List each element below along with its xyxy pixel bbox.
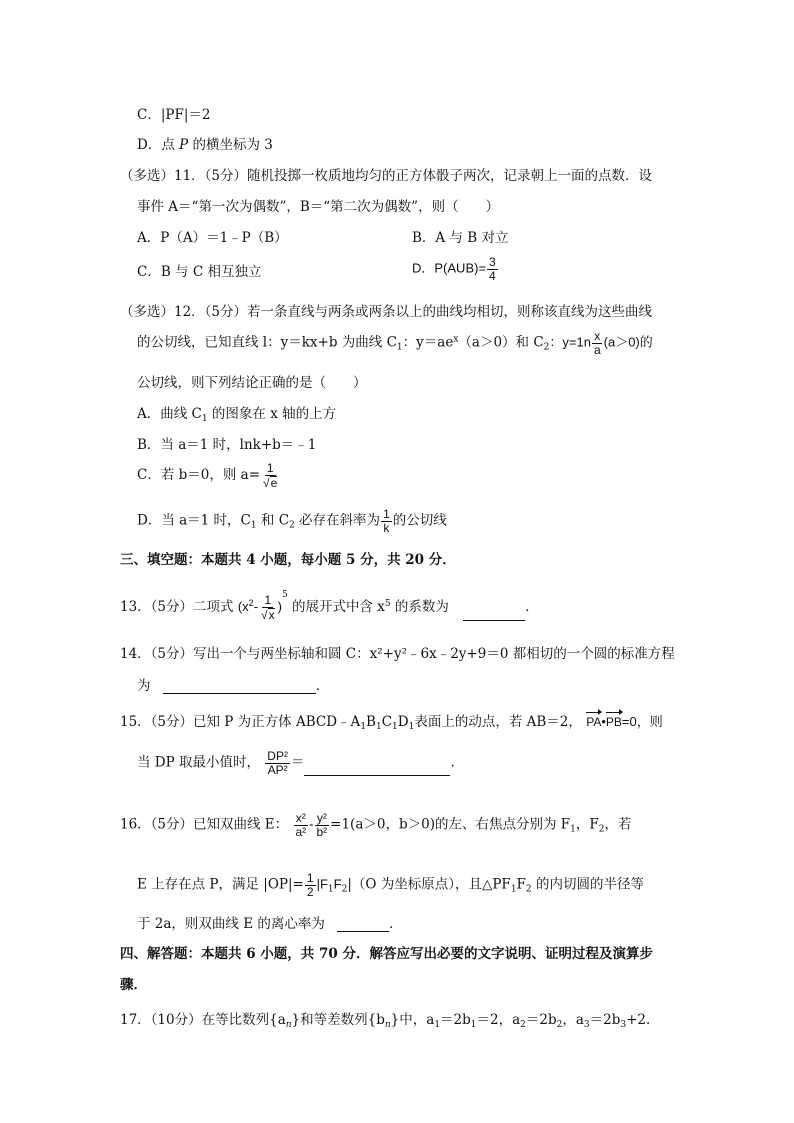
q12-line2-a: 的公切线，已知直线 l：y＝kx+b 为曲线 C (137, 334, 397, 351)
q15-line1-c: =0，则 (621, 714, 663, 729)
q16-line1: 16．（5分）已知双曲线 E： $\frac{\text{x²}}{\text{a²}}$ - $\frac{\text{y²}}{\text{b²}}$ =1(a＞0，b＞0)的左、右焦点分别为 $F_1$，$F_2$，若 (120, 811, 632, 839)
q12-line2-num: x (594, 329, 601, 343)
q12-line2-fraction (592, 330, 603, 356)
q11-option-a (137, 230, 288, 246)
q12-line2-b: ：y＝ae (402, 334, 454, 351)
q16-line3-a: 于 2a，则双曲线 E 的离心率为 (137, 916, 325, 932)
q13-answer-blank[interactable] (463, 608, 525, 621)
q16-line2-f: 的内切圆的半径等 (531, 876, 644, 893)
q16-den-b: b² (316, 824, 328, 839)
q17-i: +2． (626, 1012, 660, 1028)
q10-option-d (137, 137, 273, 153)
q15-line2-b: ＝ (290, 754, 305, 771)
q17-h: ＝2b (589, 1012, 621, 1028)
q15-fraction (265, 750, 290, 776)
q17: 17．（10分）在等比数列$\{a_n\}$和等差数列$\{b_n\}$中，$a_1=2b_1=2$，$a_2=2b_2$，$a_3=2b_3+2$． (120, 1012, 660, 1030)
q16-line2-d: |（O 为坐标原点），且△PF (347, 876, 511, 893)
q10-option-d-post: 的横坐标为 3 (188, 137, 273, 153)
q16-line2-a: E 上存在点 P，满足 |OP|= (137, 876, 304, 893)
q11-line2-text: 事件 A＝“第一次为偶数”，B＝“第二次为偶数”，则（ ） (137, 199, 500, 215)
q11-option-a-text: A．P（A）＝1﹣P（B） (137, 230, 288, 246)
q16-half-den: 2 (306, 884, 314, 899)
q16-half-num: 1 (306, 871, 314, 885)
q13-post: 的展开式中含 x (292, 599, 385, 615)
q13-pre: 13．（5分）二项式 (120, 599, 234, 615)
q15-vector-pa: PA (586, 715, 602, 729)
q13-end: ． (525, 599, 539, 615)
q14-line2 (137, 678, 329, 694)
q15-end: ． (450, 754, 464, 771)
q13: 13．（5分）二项式 ($x^2-$ $\frac{1}{√x}$ )$^5$ 的展开式中含 $x^5$ 的系数为 ． (120, 590, 539, 622)
section-4-heading-line2: 骤． (120, 977, 147, 993)
q16-line2: E 上存在点 P，满足 |OP|= $\frac{1}{2}$ $|F_1F_2|(O$ 为坐标原点），且$\triangle PF_1F_2$ 的内切圆的半径等 (137, 871, 644, 899)
q16-line1-c: ，F (575, 816, 599, 833)
section-4-heading-2 (120, 977, 147, 993)
q12-line2-c: （a＞0）和 C (458, 334, 544, 351)
q12-option-d-mid: 和 C (256, 512, 290, 529)
q14-line1-text: 14．（5分）写出一个与两坐标轴和圆 C：x²+y²﹣6x﹣2y+9＝0 都相切的一个圆的标准方程 (120, 646, 675, 662)
q11-option-b (412, 230, 508, 246)
q12-option-d-num: 1 (383, 507, 390, 521)
q12-option-c-den-radicand: e (270, 475, 278, 490)
q11-option-b-text: B．A 与 B 对立 (412, 230, 509, 246)
q12-line2-d: ：y=1n (549, 334, 591, 350)
q14-answer-blank[interactable] (163, 681, 316, 694)
q12-line3 (137, 375, 367, 391)
q11-option-d (412, 256, 499, 282)
section-3-heading (120, 552, 456, 568)
q12-option-a-post: 的图象在 x 轴的上方 (207, 406, 337, 422)
q12-option-b (137, 437, 316, 453)
q12-option-b-text: B．当 a＝1 时，lnk+b＝﹣1 (137, 437, 317, 453)
q11-option-c (137, 264, 261, 280)
q12-head-text: （多选）12．（5分）若一条直线与两条或两条以上的曲线均相切，则称该直线为这些曲线 (120, 304, 653, 320)
q10-option-d-var: P (179, 137, 189, 153)
q12-option-d-den: k (383, 520, 390, 535)
q16-fraction-x (293, 812, 308, 838)
q15-line1: 15．（5分）已知 P 为正方体 $ABCD﹣A_1B_1C_1D_1$表面上的动点，若 AB＝2， PA•PB=0，则 (120, 714, 663, 732)
q16-line2-b: |F (316, 876, 328, 892)
q12-option-a: A．曲线 $C_1$ 的图象在 x 轴的上方 (137, 406, 337, 424)
q16-line2-e: F (516, 876, 526, 893)
q17-e: ＝2，a (476, 1012, 521, 1028)
q15-vector-pb: PB (605, 715, 622, 729)
q16-den-a: a² (295, 824, 307, 839)
q13-post2: 的系数为 (390, 599, 449, 615)
q17-f: ＝2b (525, 1012, 557, 1028)
q16-fraction-half (305, 872, 316, 898)
q11-option-d-pre: D．P(AUB)= (412, 260, 487, 276)
q15-answer-blank[interactable] (304, 763, 450, 776)
q12-line2-e: (a＞0)的 (603, 334, 653, 350)
q16-num-y: y² (316, 811, 327, 825)
q12-option-d-pre: D．当 a＝1 时，C (137, 512, 251, 529)
q12-option-c (137, 462, 280, 489)
q13-den: √x (261, 607, 275, 622)
q16-fraction-y (314, 812, 329, 838)
q13-den-radicand: x (268, 607, 275, 622)
q11-option-c-text: C．B 与 C 相互独立 (137, 264, 262, 280)
q16-line1-b: =1(a＞0，b＞0)的左、右焦点分别为 F (330, 816, 571, 833)
section-3-heading-text: 三、填空题：本题共 4 小题，每小题 5 分，共 20 分． (120, 552, 456, 568)
section-4-heading-line1: 四、解答题：本题共 6 小题，共 70 分．解答应写出必要的文字说明、证明过程及演算步 (120, 946, 653, 962)
q12-line2-den: a (593, 342, 601, 357)
q16-num-x: x² (295, 811, 306, 825)
q10-option-c (137, 107, 210, 123)
q15-line2-a: 当 DP 取最小值时， (137, 754, 260, 771)
q13-binomial: ($x^2-$ (237, 598, 259, 614)
q16-line1-d: ，若 (604, 816, 632, 833)
q13-fraction (259, 594, 277, 621)
q16-line1-a: 16．（5分）已知双曲线 E： (120, 816, 289, 833)
q16-line2-c: F (333, 876, 342, 892)
q11-head-text: （多选）11．（5分）随机投掷一枚质地均匀的正方体骰子两次，记录朝上一面的点数．设 (120, 168, 653, 184)
q12-line2: 的公切线，已知直线 l：y＝kx+b 为曲线 $C_1$：$y=ae^x(a>0)$和 $C_2$：y=1n $\frac{x}{a}$ (a＞0)的 (137, 329, 653, 357)
q12-option-d-post: 的公切线 (392, 512, 447, 529)
q17-c: }中，a (390, 1012, 435, 1028)
q11-option-d-num: 3 (489, 255, 496, 269)
q15-line1-b: 表面上的动点，若 AB＝2， (414, 714, 582, 730)
q12-option-c-den: √e (263, 475, 278, 490)
q13-exponent: 5 (281, 590, 288, 600)
q10-option-c-text: C．|PF|＝2 (137, 107, 211, 123)
q10-option-d-pre: D．点 (137, 137, 180, 153)
q17-g: ，a (562, 1012, 584, 1028)
q11-option-d-fraction (487, 256, 498, 282)
q12-option-c-num: 1 (266, 461, 274, 475)
q17-a: 17．（10分）在等比数列{a (120, 1012, 286, 1028)
q11-option-d-den: 4 (489, 268, 496, 283)
q12-option-d-mid2: 必存在斜率为 (294, 512, 381, 529)
q12-option-c-fraction (261, 462, 279, 489)
q11-line2 (137, 199, 499, 215)
q14-line1 (120, 646, 675, 662)
q16-answer-blank[interactable] (337, 919, 389, 932)
q15-den: AP² (267, 762, 288, 777)
q12-head (120, 304, 652, 320)
q15-line2 (137, 750, 464, 776)
q12-option-c-pre: C．若 b＝0，则 a= (137, 467, 261, 484)
q17-d: ＝2b (440, 1012, 471, 1028)
q16-line3 (137, 916, 403, 932)
q11-head (120, 168, 652, 184)
q14-line2-text: 为 (137, 678, 151, 694)
q16-end: ． (389, 916, 403, 932)
q17-b: }和等差数列{b (291, 1012, 385, 1028)
q12-line3-text: 公切线，则下列结论正确的是（ ） (137, 375, 367, 391)
q14-end: ． (315, 678, 330, 694)
q15-num: DP² (267, 749, 288, 763)
section-4-heading (120, 946, 653, 962)
q13-num: 1 (264, 592, 272, 607)
q12-option-d: D．当 a＝1 时，$C_1$ 和 $C_2$ 必存在斜率为 $\frac{1}{k}$ 的公切线 (137, 507, 447, 535)
q12-option-a-text: A．曲线 C (137, 406, 202, 422)
q15-line1-a: 15．（5分）已知 P 为正方体 ABCD﹣A (120, 714, 361, 730)
q12-option-d-fraction (381, 508, 392, 534)
